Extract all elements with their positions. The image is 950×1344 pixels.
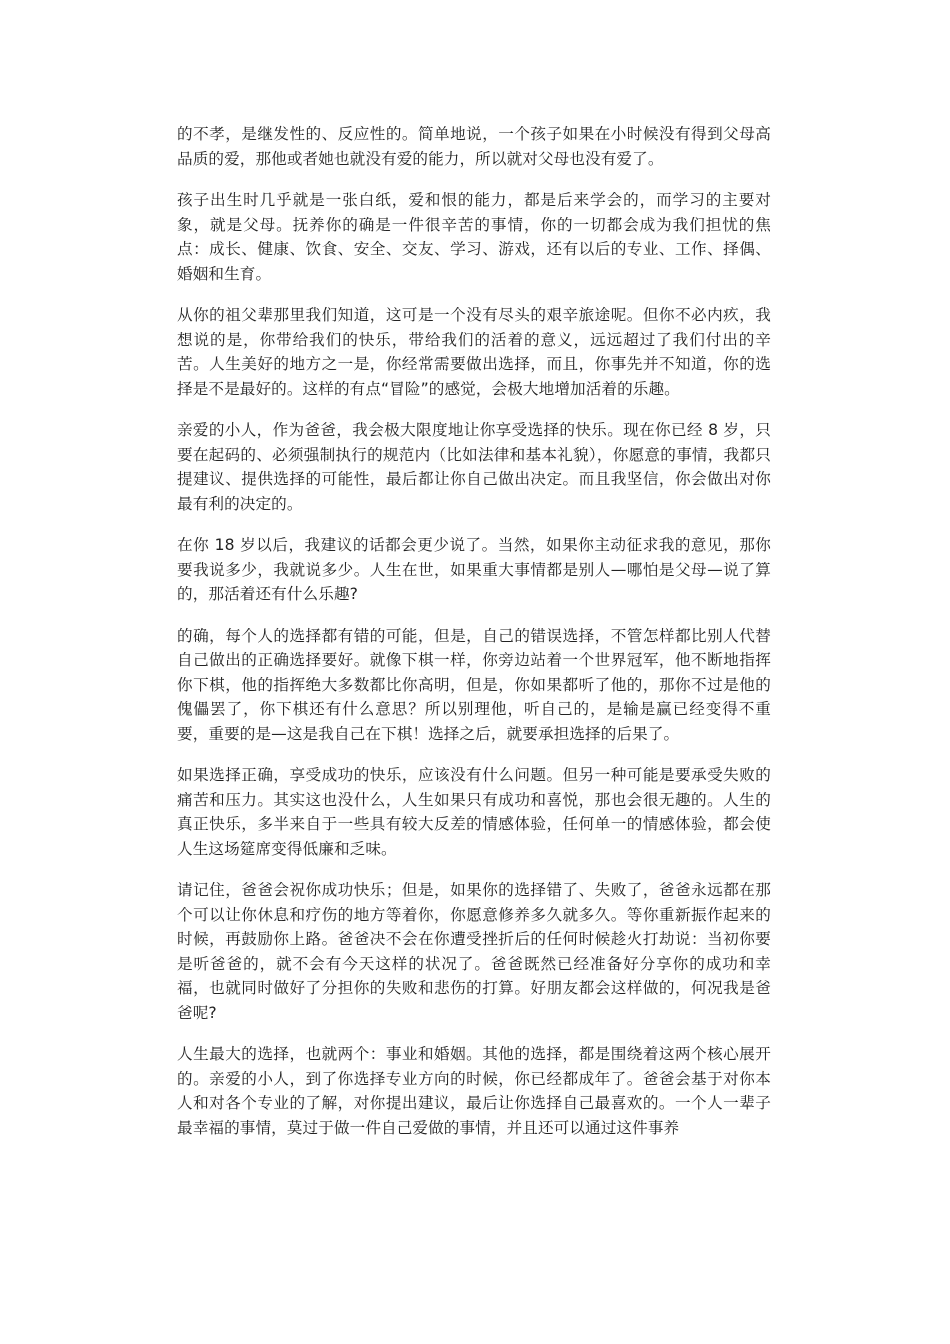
document-page <box>177 122 771 1157</box>
paragraph-4: 亲爱的小人，作为爸爸，我会极大限度地让你享受选择的快乐。现在你已经 8 岁，只要在起码的、必须强制执行的规范内（比如法律和基本礼貌），你愿意的事情，我都只提建议、提供选择的可能性，最后都让你自己做出决定。而且我坚信，你会做出对你最有利的决定的。 <box>177 421 771 513</box>
paragraph-6: 的确，每个人的选择都有错的可能，但是，自己的错误选择，不管怎样都比别人代替自己做出的正确选择要好。就像下棋一样，你旁边站着一个世界冠军，他不断地指挥你下棋，他的指挥绝大多数都比你高明，但是，你如果都听了他的，那你不过是他的傀儡罢了，你下棋还有什么意思？所以别理他，听自己的，是输是赢已经变得不重要，重要的是—这是我自己在下棋！选择之后，就要承担选择的后果了。 <box>177 626 771 743</box>
paragraph-2: 孩子出生时几乎就是一张白纸，爱和恨的能力，都是后来学会的，而学习的主要对象，就是父母。抚养你的确是一件很辛苦的事情，你的一切都会成为我们担忧的焦点：成长、健康、饮食、安全、交友、学习、游戏，还有以后的专业、工作、择偶、婚姻和生育。 <box>177 191 771 283</box>
paragraph-1: 的不孝，是继发性的、反应性的。简单地说，一个孩子如果在小时候没有得到父母高品质的爱，那他或者她也就没有爱的能力，所以就对父母也没有爱了。 <box>177 125 771 168</box>
paragraph-7: 如果选择正确，享受成功的快乐，应该没有什么问题。但另一种可能是要承受失败的痛苦和压力。其实这也没什么，人生如果只有成功和喜悦，那也会很无趣的。人生的真正快乐，多半来自于一些具有较大反差的情感体验，任何单一的情感体验，都会使人生这场筵席变得低廉和乏味。 <box>177 766 771 858</box>
paragraph-9: 人生最大的选择，也就两个：事业和婚姻。其他的选择，都是围绕着这两个核心展开的。亲爱的小人，到了你选择专业方向的时候，你已经都成年了。爸爸会基于对你本人和对各个专业的了解，对你提出建议，最后让你选择自己最喜欢的。一个人一辈子最幸福的事情，莫过于做一件自己爱做的事情，并且还可以通过这件事养 <box>177 1045 771 1137</box>
paragraph-5: 在你 18 岁以后，我建议的话都会更少说了。当然，如果你主动征求我的意见，那你要我说多少，我就说多少。人生在世，如果重大事情都是别人—哪怕是父母—说了算的，那活着还有什么乐趣? <box>177 536 771 603</box>
paragraph-3: 从你的祖父辈那里我们知道，这可是一个没有尽头的艰辛旅途呢。但你不必内疚，我想说的是，你带给我们的快乐，带给我们的活着的意义，远远超过了我们付出的辛苦。人生美好的地方之一是，你经常需要做出选择，而且，你事先并不知道，你的选择是不是最好的。这样的有点“冒险”的感觉，会极大地增加活着的乐趣。 <box>177 306 771 398</box>
paragraph-8: 请记住，爸爸会祝你成功快乐；但是，如果你的选择错了、失败了，爸爸永远都在那个可以让你休息和疗伤的地方等着你，你愿意修养多久就多久。等你重新振作起来的时候，再鼓励你上路。爸爸决不会在你遭受挫折后的任何时候趁火打劫说：当初你要是听爸爸的，就不会有今天这样的状况了。爸爸既然已经准备好分享你的成功和幸福，也就同时做好了分担你的失败和悲伤的打算。好朋友都会这样做的，何况我是爸爸呢? <box>177 881 771 1022</box>
